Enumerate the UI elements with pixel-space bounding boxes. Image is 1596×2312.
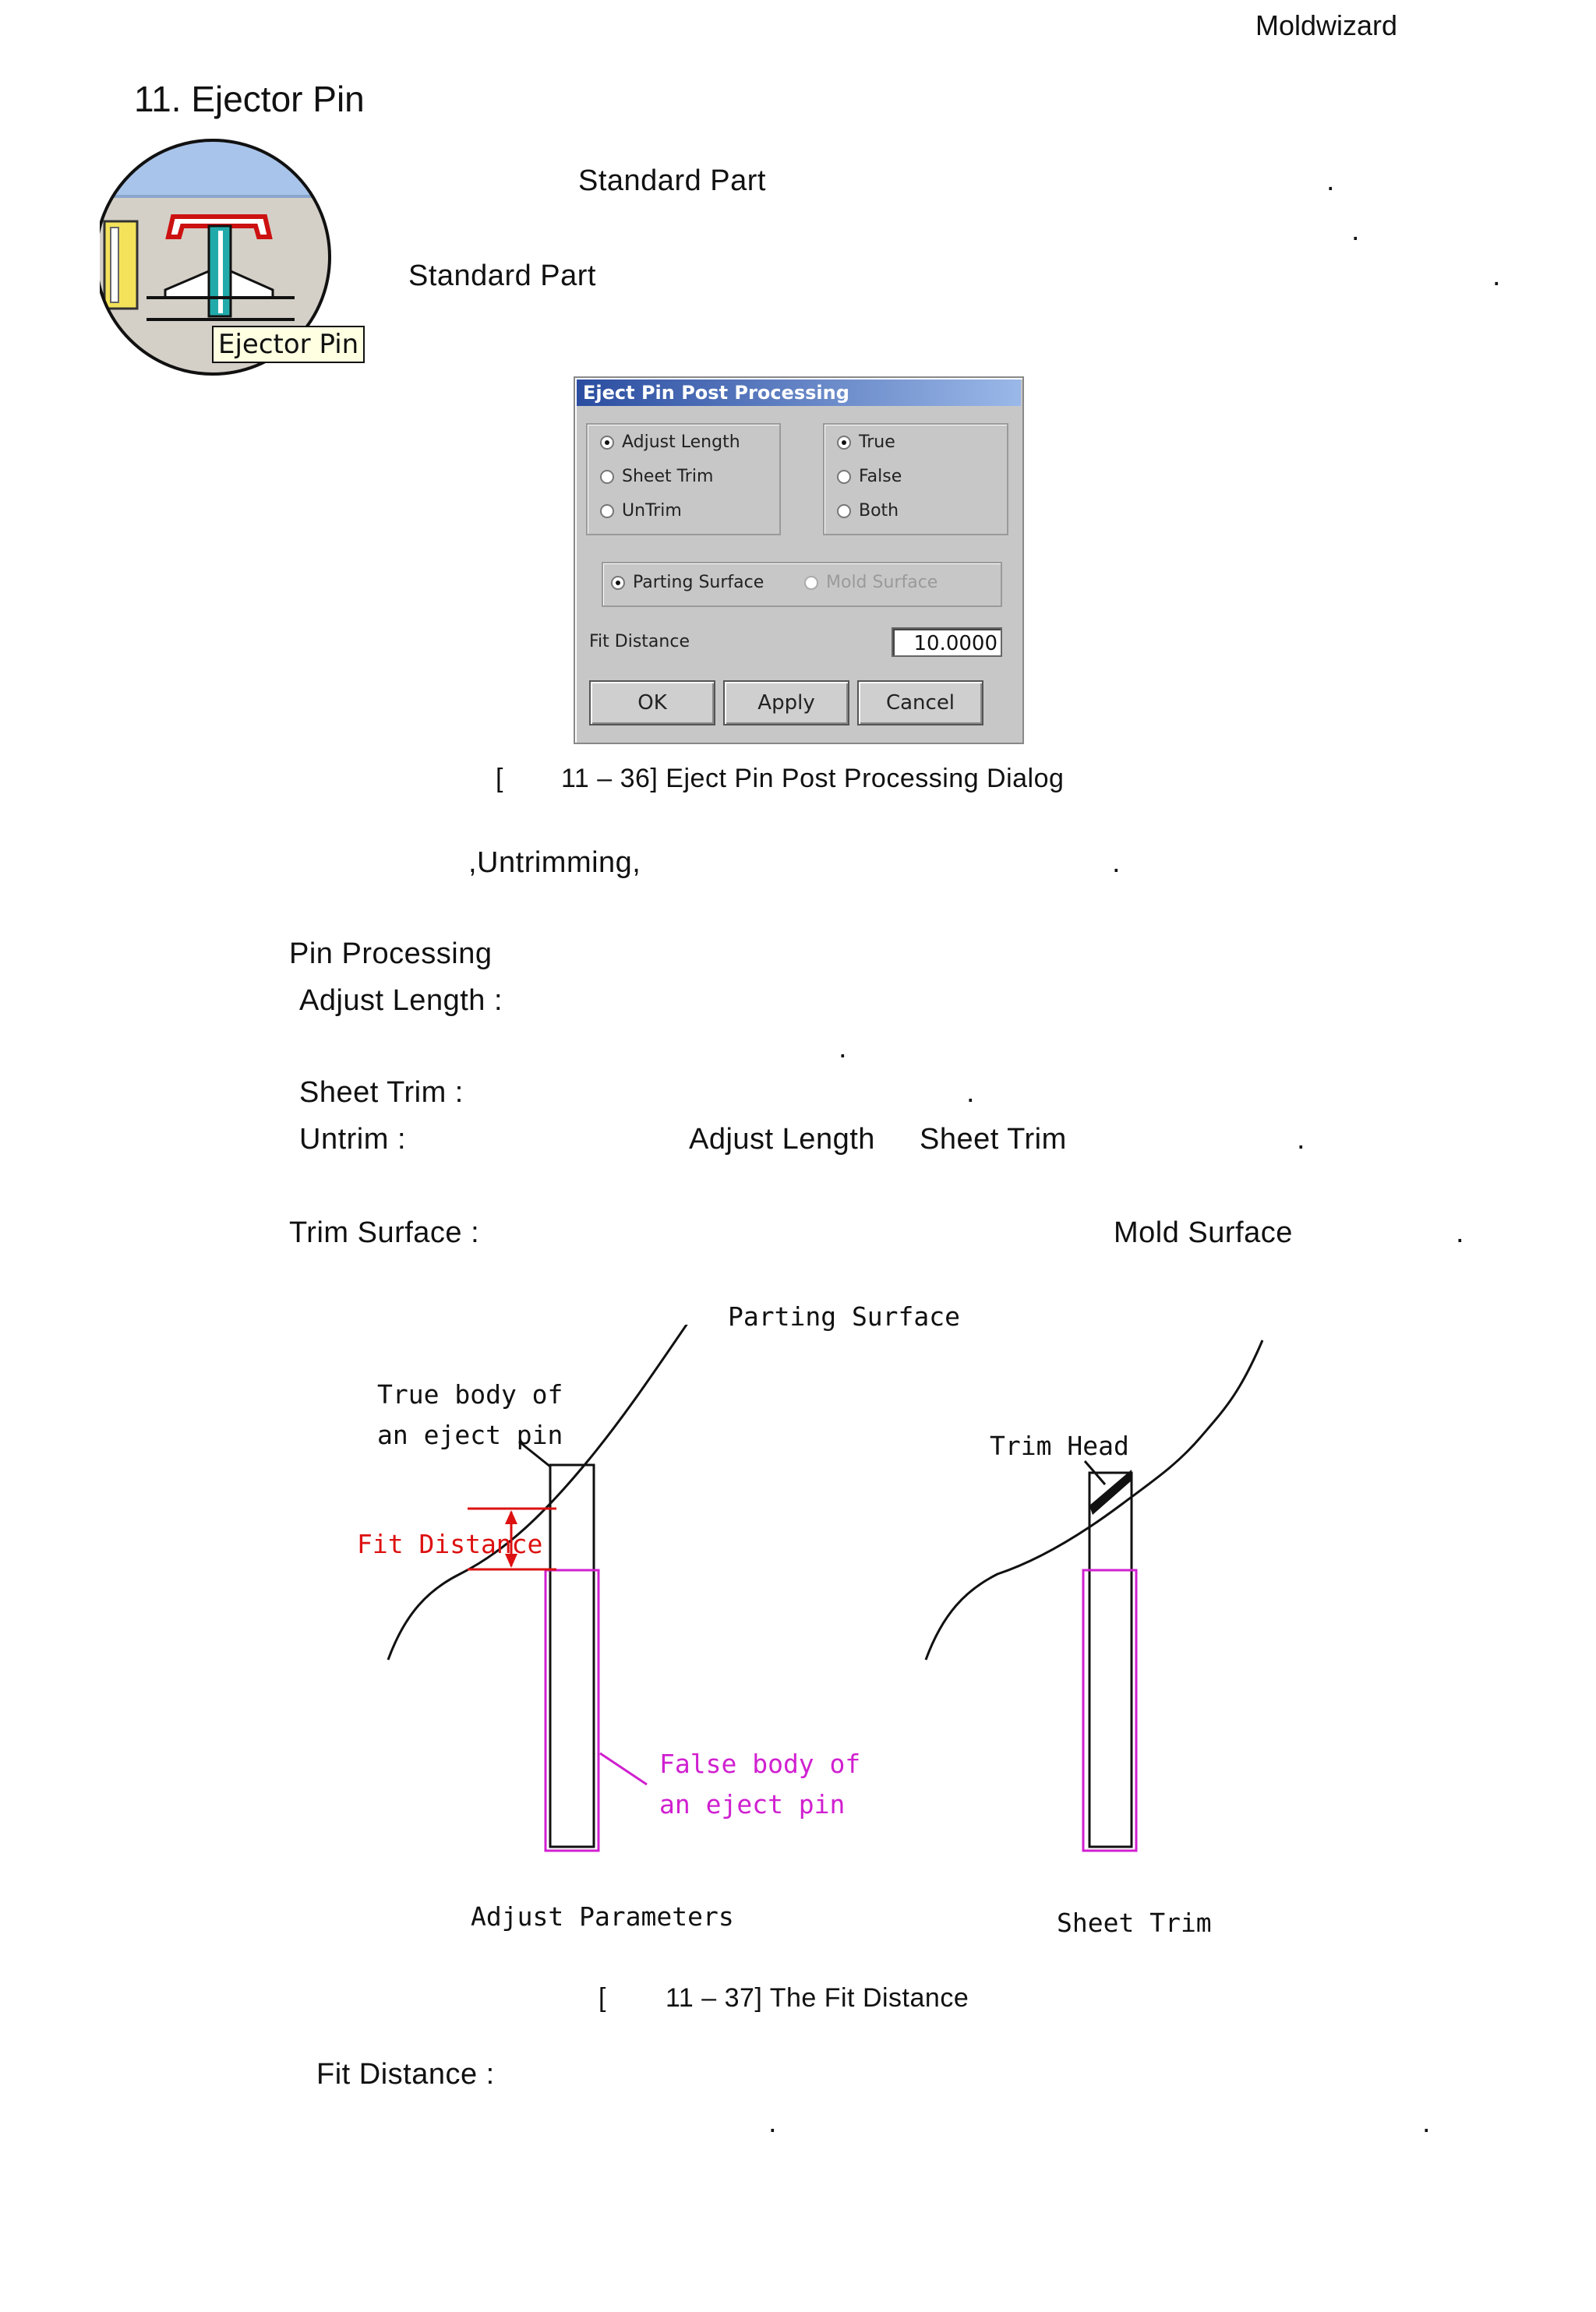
trim-surface-label: Trim Surface : [289, 1216, 480, 1249]
false-body-rect [546, 1570, 598, 1851]
label-adjust-parameters: Adjust Parameters [471, 1901, 734, 1932]
label-fit-distance: Fit Distance [357, 1529, 543, 1559]
intro-period-3: . [1492, 259, 1501, 292]
ok-button[interactable]: OK [589, 680, 715, 725]
fit-para-period-1: . [768, 2106, 777, 2139]
apply-button[interactable]: Apply [723, 680, 849, 725]
label-false-body-1: False body of [659, 1749, 861, 1779]
cancel-button[interactable]: Cancel [857, 680, 983, 725]
label-true-body-2: an eject pin [377, 1420, 563, 1450]
radio-mold-surface[interactable]: Mold Surface [804, 573, 937, 592]
intro-standard-part-1: Standard Part [578, 164, 766, 197]
eject-pin-dialog [574, 376, 1024, 744]
untrim-ref-sheet: Sheet Trim [920, 1123, 1067, 1156]
adjust-period: . [839, 1032, 847, 1064]
radio-adjust-length[interactable]: Adjust Length [600, 432, 740, 452]
radio-parting-surface[interactable]: Parting Surface [611, 573, 764, 592]
right-pin-rect [1089, 1473, 1132, 1847]
radio-untrim[interactable]: UnTrim [600, 501, 682, 521]
caption-36-bracket: [ [496, 764, 503, 793]
untrimming-text: ,Untrimming, [468, 846, 641, 879]
trim-surface-ref: Mold Surface [1114, 1216, 1293, 1249]
ejector-pin-tooltip: Ejector Pin [212, 326, 365, 363]
radio-false[interactable]: False [837, 467, 902, 486]
right-pin-false-rect [1083, 1570, 1136, 1851]
fit-distance-figure [343, 1301, 1278, 1948]
section-title: 11. Ejector Pin [134, 79, 365, 119]
caption-37: 11 – 37] The Fit Distance [666, 1983, 969, 2013]
radio-both[interactable]: Both [837, 501, 899, 521]
right-parting-curve [926, 1340, 1262, 1660]
untrim-period: . [1297, 1123, 1305, 1156]
radio-true[interactable]: True [837, 432, 895, 452]
fit-distance-input[interactable]: 10.0000 [892, 627, 1002, 657]
para1-period: . [1112, 846, 1121, 879]
untrim-label: Untrim : [299, 1123, 406, 1156]
pin-processing-heading: Pin Processing [289, 937, 493, 970]
trim-surface-period: . [1456, 1216, 1464, 1249]
fit-para-period-2: . [1422, 2106, 1431, 2139]
fit-distance-label: Fit Distance [589, 632, 690, 651]
true-body-rect [550, 1465, 594, 1847]
caption-36: 11 – 36] Eject Pin Post Processing Dialog [561, 764, 1065, 793]
label-trim-head: Trim Head [990, 1431, 1129, 1461]
label-true-body-1: True body of [377, 1379, 563, 1410]
intro-standard-part-2: Standard Part [408, 259, 596, 292]
caption-37-bracket: [ [598, 1983, 606, 2013]
sheet-trim-label: Sheet Trim : [299, 1076, 464, 1109]
adjust-length-label: Adjust Length : [299, 984, 503, 1017]
radio-sheet-trim[interactable]: Sheet Trim [600, 467, 713, 486]
dialog-title: Eject Pin Post Processing [577, 379, 1021, 406]
header-app-name: Moldwizard [1255, 9, 1398, 41]
label-false-body-2: an eject pin [659, 1789, 846, 1820]
sheet-period: . [966, 1076, 975, 1109]
fit-distance-para-label: Fit Distance : [316, 2058, 495, 2091]
label-sheet-trim: Sheet Trim [1057, 1908, 1212, 1938]
label-parting-surface: Parting Surface [728, 1301, 961, 1332]
intro-period-1: . [1326, 164, 1335, 197]
untrim-ref-adjust: Adjust Length [689, 1123, 875, 1156]
intro-period-2: . [1351, 214, 1360, 247]
